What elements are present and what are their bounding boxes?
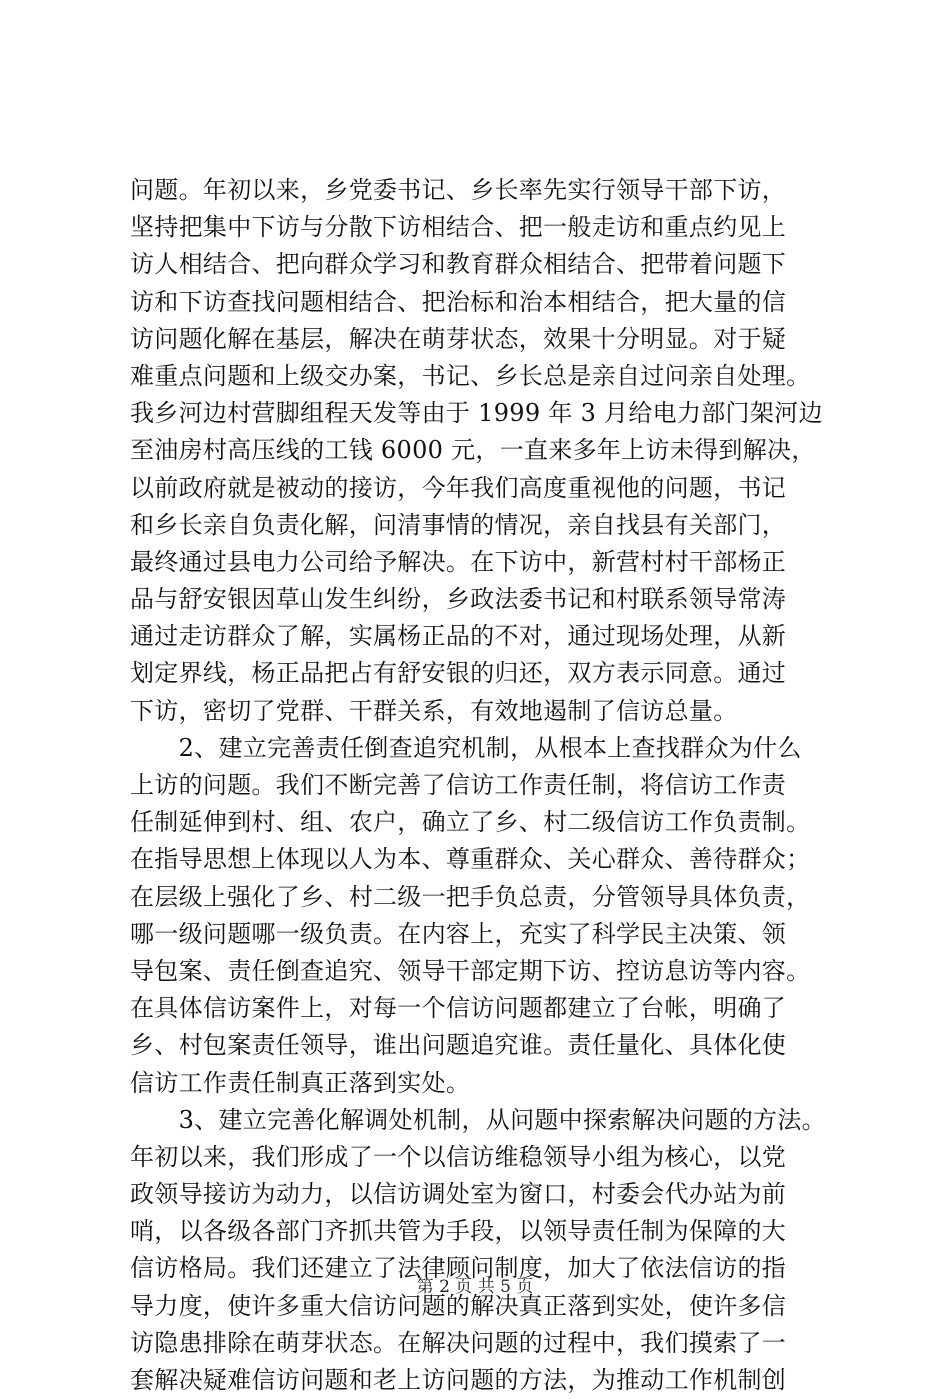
text-line: 导力度，使许多重大信访问题的解决真正落到实处，使许多信 bbox=[130, 1291, 787, 1320]
text-line: 套解决疑难信访问题和老上访问题的方法，为推动工作机制创 bbox=[130, 1366, 787, 1394]
text-line: 在层级上强化了乡、村二级一把手负总责，分管领导具体负责， bbox=[130, 882, 811, 911]
text-line: 访人相结合、把向群众学习和教育群众相结合、把带着问题下 bbox=[130, 250, 787, 279]
text-line: 导包案、责任倒查追究、领导干部定期下访、控访息访等内容。 bbox=[130, 956, 811, 985]
text-line: 问题。年初以来，乡党委书记、乡长率先实行领导干部下访， bbox=[130, 176, 787, 204]
text-line: 通过走访群众了解，实属杨正品的不对，通过现场处理，从新 bbox=[130, 622, 787, 651]
text-line: 政领导接访为动力，以信访调处室为窗口，村委会代办站为前 bbox=[130, 1180, 787, 1209]
text-line: 访和下访查找问题相结合、把治标和治本相结合，把大量的信 bbox=[130, 287, 787, 316]
text-line: 在指导思想上体现以人为本、尊重群众、关心群众、善待群众； bbox=[130, 845, 811, 874]
text-line: 难重点问题和上级交办案，书记、乡长总是亲自过问亲自处理。 bbox=[130, 361, 811, 390]
body-text bbox=[130, 172, 860, 1399]
text-line: 最终通过县电力公司给予解决。在下访中，新营村村干部杨正 bbox=[130, 547, 787, 576]
text-line: 和乡长亲自负责化解，问清事情的情况，亲自找县有关部门， bbox=[130, 510, 787, 539]
text-line: 坚持把集中下访与分散下访相结合、把一般走访和重点约见上 bbox=[130, 213, 787, 242]
page-footer: 第 2 页 共 5 页 bbox=[416, 1277, 534, 1297]
text-line: 哪一级问题哪一级负责。在内容上，充实了科学民主决策、领 bbox=[130, 919, 787, 948]
text-line: 哨，以各级各部门齐抓共管为手段，以领导责任制为保障的大 bbox=[130, 1217, 787, 1246]
text-line: 3、建立完善化解调处机制，从问题中探索解决问题的方法。 bbox=[130, 1105, 826, 1134]
text-line: 我乡河边村营脚组程天发等由于 1999 年 3 月给电力部门架河边 bbox=[130, 399, 823, 428]
text-line: 上访的问题。我们不断完善了信访工作责任制，将信访工作责 bbox=[130, 771, 787, 799]
text-line: 以前政府就是被动的接访，今年我们高度重视他的问题，书记 bbox=[130, 473, 787, 502]
text-line: 划定界线，杨正品把占有舒安银的归还，双方表示同意。通过 bbox=[130, 659, 787, 688]
text-line: 品与舒安银因草山发生纠纷，乡政法委书记和村联系领导常涛 bbox=[130, 585, 787, 614]
text-line: 访问题化解在基层，解决在萌芽状态，效果十分明显。对于疑 bbox=[130, 324, 787, 353]
text-line: 信访格局。我们还建立了法律顾问制度，加大了依法信访的指 bbox=[130, 1254, 787, 1283]
text-line: 下访，密切了党群、干群关系，有效地遏制了信访总量。 bbox=[130, 696, 738, 725]
text-line: 信访工作责任制真正落到实处。 bbox=[130, 1068, 471, 1097]
text-line: 在具体信访案件上，对每一个信访问题都建立了台帐，明确了 bbox=[130, 994, 787, 1023]
text-line: 至油房村高压线的工钱 6000 元，一直来多年上访未得到解决， bbox=[130, 436, 816, 465]
text-line: 2、建立完善责任倒查追究机制，从根本上查找群众为什么 bbox=[130, 733, 802, 762]
text-line: 乡、村包案责任领导，谁出问题追究谁。责任量化、具体化使 bbox=[130, 1031, 787, 1060]
text-line: 访隐患排除在萌芽状态。在解决问题的过程中，我们摸索了一 bbox=[130, 1328, 787, 1357]
text-line: 年初以来，我们形成了一个以信访维稳领导小组为核心，以党 bbox=[130, 1142, 787, 1171]
text-line: 任制延伸到村、组、农户，确立了乡、村二级信访工作负责制。 bbox=[130, 808, 811, 837]
